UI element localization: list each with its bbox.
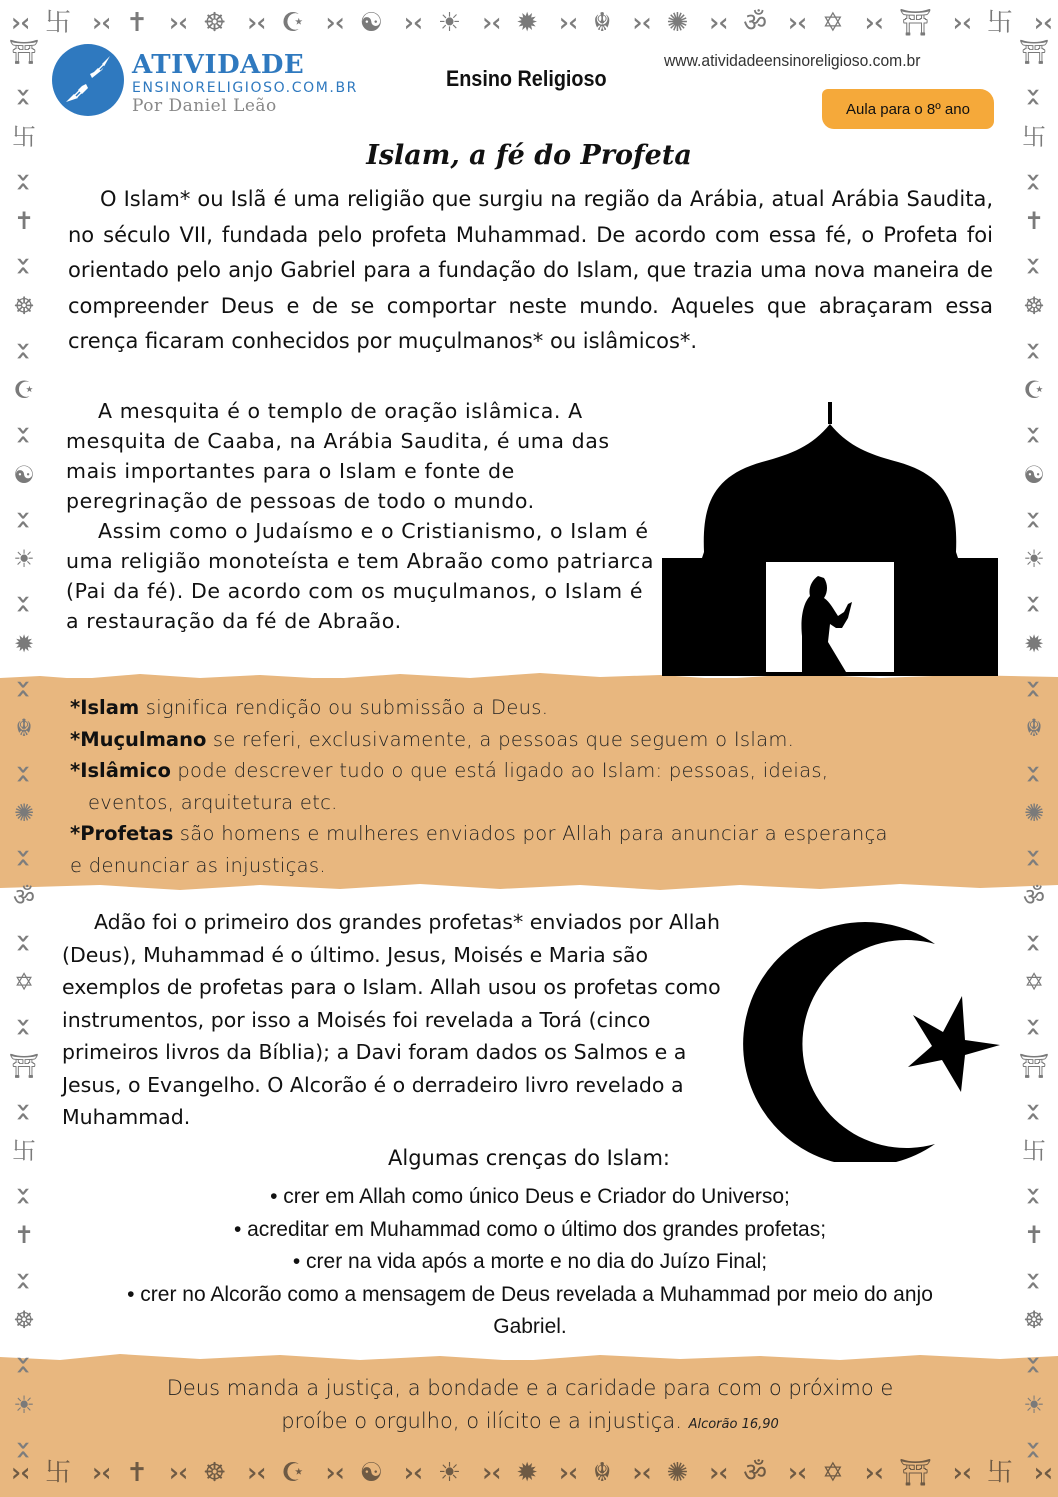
chevron-pattern-icon: ›‹ <box>1019 676 1049 696</box>
chevron-pattern-icon: ›‹ <box>8 1458 28 1488</box>
chevron-pattern-icon: ›‹ <box>629 1458 649 1488</box>
crescent-star-icon: ☪ <box>13 376 35 405</box>
khanda-icon: ☬ <box>15 714 33 743</box>
crescent-star-icon: ☪ <box>281 8 305 38</box>
chevron-pattern-icon: ›‹ <box>1019 253 1049 273</box>
subject-heading: Ensino Religioso <box>446 66 607 91</box>
chevron-pattern-icon: ›‹ <box>9 676 39 696</box>
paragraph-monotheism-text: Assim como o Judaísmo e o Cristianismo, o Islam é uma religião monoteísta e tem Abraão como patriarca (Pai da fé). De acordo com os muçulmanos, o Islam é a restauração da fé de Abraão. <box>66 519 655 633</box>
paragraph-intro <box>68 182 993 360</box>
chevron-pattern-icon: ›‹ <box>861 8 881 38</box>
cross-icon: ✝ <box>1023 1221 1045 1250</box>
belief-item: • acreditar em Muhammad como o último dos grandes profetas; <box>233 1217 827 1241</box>
chevron-pattern-icon: ›‹ <box>1019 422 1049 443</box>
yin-yang-icon: ☯ <box>359 8 383 38</box>
torn-edge <box>0 1351 1058 1365</box>
khanda-icon: ☬ <box>593 8 612 38</box>
chevron-pattern-icon: ›‹ <box>784 8 805 38</box>
beliefs-title: Algumas crenças do Islam: <box>388 1146 670 1170</box>
chevron-pattern-icon: ›‹ <box>9 1183 39 1203</box>
chevron-pattern-icon: ›‹ <box>1019 760 1049 781</box>
swastika-icon: 卐 <box>12 1136 36 1165</box>
torii-icon: ⛩ <box>898 1458 932 1488</box>
chevron-pattern-icon: ›‹ <box>1019 1098 1049 1119</box>
quote-line: proíbe o orgulho, o ilícito e a injustiça. <box>281 1409 682 1433</box>
star-of-david-icon: ✡ <box>1023 967 1045 996</box>
crescent-star-icon: ☪ <box>1023 376 1045 405</box>
belief-item: • crer em Allah como único Deus e Criador do Universo; <box>270 1185 790 1208</box>
om-icon: ॐ <box>1023 883 1045 912</box>
chevron-pattern-icon: ›‹ <box>706 1458 726 1488</box>
swastika-icon: 卐 <box>1022 122 1046 151</box>
belief-item: • crer no Alcorão como a mensagem de Deus revelada a Muhammad por meio do anjo Gabriel. <box>127 1282 933 1338</box>
chevron-pattern-icon: ›‹ <box>1019 1437 1049 1457</box>
chevron-pattern-icon: ›‹ <box>1019 845 1049 865</box>
chevron-pattern-icon: ›‹ <box>9 845 39 865</box>
crescent-star-icon: ☪ <box>281 1458 305 1488</box>
chevron-pattern-icon: ›‹ <box>1019 1268 1049 1288</box>
crescent-icon <box>824 372 854 403</box>
dharma-wheel-icon: ☸ <box>202 1458 227 1488</box>
swastika-icon: 卐 <box>45 1458 72 1488</box>
yin-yang-icon: ☯ <box>1023 460 1045 489</box>
glossary-term: *Muçulmano <box>70 727 207 751</box>
chevron-pattern-icon: ›‹ <box>9 253 39 273</box>
chevron-pattern-icon: ›‹ <box>244 8 264 38</box>
torii-icon: ⛩ <box>1018 1052 1050 1081</box>
chevron-pattern-icon: ›‹ <box>1019 591 1049 612</box>
paragraph-mosque-text: A mesquita é o templo de oração islâmica. A mesquita de Caaba, na Arábia Saudita, é uma das mais importantes para o Islam e fonte de peregrinação de pessoas de todo o mundo. <box>66 399 610 513</box>
chevron-pattern-icon: ›‹ <box>9 507 39 527</box>
quran-quote <box>60 1372 1000 1441</box>
chevron-pattern-icon: ›‹ <box>1019 338 1049 358</box>
cross-icon: ✝ <box>126 8 148 38</box>
chevron-pattern-icon: ›‹ <box>1030 1458 1050 1488</box>
chevron-pattern-icon: ›‹ <box>1019 929 1049 950</box>
logo-author: Por Daniel Leão <box>132 96 277 116</box>
chevron-pattern-icon: ›‹ <box>9 1014 39 1034</box>
chevron-pattern-icon: ›‹ <box>1019 84 1049 104</box>
sun-icon: ☀ <box>13 545 35 574</box>
cross-icon: ✝ <box>13 1221 35 1250</box>
swastika-icon: 卐 <box>986 8 1013 38</box>
star-of-david-icon: ✡ <box>13 967 35 996</box>
mosque-illustration <box>662 366 998 680</box>
glossary-definition: pode descrever tudo o que está ligado ao Islam: pessoas, ideias, <box>170 759 829 782</box>
crescent-and-star-icon <box>730 912 1010 1162</box>
cross-icon: ✝ <box>126 1458 148 1488</box>
dreamcatcher-icon: ✺ <box>666 1458 689 1488</box>
om-icon: ॐ <box>13 883 35 912</box>
chevron-pattern-icon: ›‹ <box>322 8 342 38</box>
chevron-pattern-icon: ›‹ <box>9 1098 39 1119</box>
chevron-pattern-icon: ›‹ <box>9 1437 39 1457</box>
chevron-pattern-icon: ›‹ <box>400 1458 421 1488</box>
glossary-term: *Islâmico <box>70 759 171 782</box>
glossary-item <box>70 724 1000 756</box>
sun-icon: ☀ <box>437 8 462 38</box>
chevron-pattern-icon: ›‹ <box>9 1352 39 1372</box>
chevron-pattern-icon: ›‹ <box>9 760 39 781</box>
chevron-pattern-icon: ›‹ <box>1030 8 1050 38</box>
chevron-pattern-icon: ›‹ <box>9 422 39 443</box>
glossary-term: *Profetas <box>70 822 174 845</box>
glossary-item <box>70 818 1000 850</box>
sun-icon: ☀ <box>13 1390 35 1419</box>
chevron-pattern-icon: ›‹ <box>9 929 39 950</box>
glossary-definition: se referi, exclusivamente, a pessoas que seguem o Islam. <box>206 727 795 751</box>
glossary-continuation: e denunciar as injustiças. <box>70 853 326 877</box>
border-bottom <box>0 1452 1058 1494</box>
chevron-pattern-icon: ›‹ <box>629 8 649 38</box>
chevron-pattern-icon: ›‹ <box>706 8 726 38</box>
border-left <box>2 40 46 1460</box>
cross-icon: ✝ <box>13 207 35 236</box>
torii-icon: ⛩ <box>8 1052 40 1081</box>
chevron-pattern-icon: ›‹ <box>165 1458 186 1488</box>
chevron-pattern-icon: ›‹ <box>1019 507 1049 527</box>
chevron-pattern-icon: ›‹ <box>89 8 109 38</box>
dharma-wheel-icon: ☸ <box>13 1305 35 1334</box>
khanda-icon: ☬ <box>1025 714 1043 743</box>
paragraph-prophets-text: Adão foi o primeiro dos grandes profetas* enviados por Allah (Deus), Muhammad é o último. Jesus, Moisés e Maria são exemplos de profetas para o Islam. Allah usou os profetas como instrumentos, por isso a Moisés foi revelada a Torá (cinco primeiros livros da Bíblia); a Davi foram dados os Salmos e a Jesus, o Evangelho. O Alcorão é o derradeiro livro revelado a Muhammad. <box>62 910 721 1129</box>
belief-item: • crer na vida após a morte e no dia do Juízo Final; <box>292 1250 768 1273</box>
logo-subtitle: ENSINORELIGIOSO.COM.BR <box>132 80 358 96</box>
dharma-wheel-icon: ☸ <box>1023 1305 1045 1334</box>
chevron-pattern-icon: ›‹ <box>479 8 499 38</box>
chevron-pattern-icon: ›‹ <box>9 84 39 104</box>
chevron-pattern-icon: ›‹ <box>949 1458 969 1488</box>
beliefs-list <box>60 1181 1000 1344</box>
chevron-pattern-icon: ›‹ <box>400 8 421 38</box>
paragraph-intro-text: O Islam* ou Islã é uma religião que surgiu na região da Arábia, atual Arábia Saudita, no século VII, fundada pelo profeta Muhammad. De acordo com essa fé, o Profeta foi orientado pelo anjo Gabriel para a fundação do Islam, que trazia uma nova maneira de compreender Deus e de se comportar neste mundo. Aqueles que abraçaram essa crença ficaram conhecidos por muçulmanos* ou islâmicos*. <box>68 187 993 353</box>
chevron-pattern-icon: ›‹ <box>555 1458 576 1488</box>
chevron-pattern-icon: ›‹ <box>9 169 39 189</box>
quote-line-2 <box>60 1405 1000 1441</box>
swastika-icon: 卐 <box>45 8 72 38</box>
chevron-pattern-icon: ›‹ <box>861 1458 881 1488</box>
bahai-star-icon: ✹ <box>516 8 539 38</box>
page-title: Islam, a fé do Profeta <box>366 140 692 171</box>
dharma-wheel-icon: ☸ <box>1023 291 1045 320</box>
chevron-pattern-icon: ›‹ <box>8 8 28 38</box>
dreamcatcher-icon: ✺ <box>1023 798 1045 827</box>
glossary-definition: são homens e mulheres enviados por Allah para anunciar a esperança <box>173 822 888 845</box>
yin-yang-icon: ☯ <box>13 460 35 489</box>
chevron-pattern-icon: ›‹ <box>1019 1183 1049 1203</box>
torii-icon: ⛩ <box>8 38 40 66</box>
glossary-continuation: eventos, arquitetura etc. <box>88 790 338 814</box>
logo-hands-reaching-icon[interactable] <box>52 44 124 116</box>
chevron-pattern-icon: ›‹ <box>165 8 186 38</box>
torn-edge <box>0 879 1058 893</box>
bahai-star-icon: ✹ <box>516 1458 539 1488</box>
torii-icon: ⛩ <box>1018 38 1050 66</box>
glossary-term: *Islam <box>70 696 140 719</box>
bahai-star-icon: ✹ <box>13 629 35 658</box>
dharma-wheel-icon: ☸ <box>13 291 35 320</box>
grade-badge: Aula para o 8º ano <box>822 89 994 129</box>
chevron-pattern-icon: ›‹ <box>322 1458 342 1488</box>
star-of-david-icon: ✡ <box>822 8 844 38</box>
chevron-pattern-icon: ›‹ <box>1019 1014 1049 1034</box>
chevron-pattern-icon: ›‹ <box>244 1458 264 1488</box>
chevron-pattern-icon: ›‹ <box>1019 1352 1049 1372</box>
bahai-star-icon: ✹ <box>1023 629 1045 658</box>
border-top <box>0 2 1058 44</box>
khanda-icon: ☬ <box>593 1458 612 1488</box>
paragraph-prophets <box>62 906 724 1134</box>
chevron-pattern-icon: ›‹ <box>9 591 39 612</box>
om-icon: ॐ <box>743 8 768 38</box>
sun-icon: ☀ <box>437 1458 462 1488</box>
quote-line: Deus manda a justiça, a bondade e a caridade para com o próximo e <box>166 1376 894 1400</box>
om-icon: ॐ <box>743 1458 768 1488</box>
paragraph-mosque <box>66 396 656 636</box>
yin-yang-icon: ☯ <box>359 1458 383 1488</box>
glossary-item <box>70 755 1000 787</box>
border-right <box>1012 40 1056 1460</box>
sun-icon: ☀ <box>1023 545 1045 574</box>
torii-icon: ⛩ <box>898 8 932 38</box>
chevron-pattern-icon: ›‹ <box>784 1458 805 1488</box>
sun-icon: ☀ <box>1023 1390 1045 1419</box>
swastika-icon: 卐 <box>12 122 36 151</box>
website-link[interactable]: www.atividadeensinoreligioso.com.br <box>664 51 921 70</box>
dharma-wheel-icon: ☸ <box>202 8 227 38</box>
swastika-icon: 卐 <box>986 1458 1013 1488</box>
glossary-item <box>70 692 1000 724</box>
glossary <box>70 692 1000 881</box>
star-of-david-icon: ✡ <box>822 1458 844 1488</box>
logo-title: ATIVIDADE <box>132 50 305 80</box>
cross-icon: ✝ <box>1023 207 1045 236</box>
dreamcatcher-icon: ✺ <box>666 8 689 38</box>
swastika-icon: 卐 <box>1022 1136 1046 1165</box>
chevron-pattern-icon: ›‹ <box>949 8 969 38</box>
chevron-pattern-icon: ›‹ <box>1019 169 1049 189</box>
chevron-pattern-icon: ›‹ <box>479 1458 499 1488</box>
chevron-pattern-icon: ›‹ <box>89 1458 109 1488</box>
chevron-pattern-icon: ›‹ <box>9 338 39 358</box>
chevron-pattern-icon: ›‹ <box>555 8 576 38</box>
chevron-pattern-icon: ›‹ <box>9 1268 39 1288</box>
glossary-definition: significa rendição ou submissão a Deus. <box>139 696 549 719</box>
dreamcatcher-icon: ✺ <box>13 798 35 827</box>
quote-reference: Alcorão 16,90 <box>688 1417 779 1432</box>
